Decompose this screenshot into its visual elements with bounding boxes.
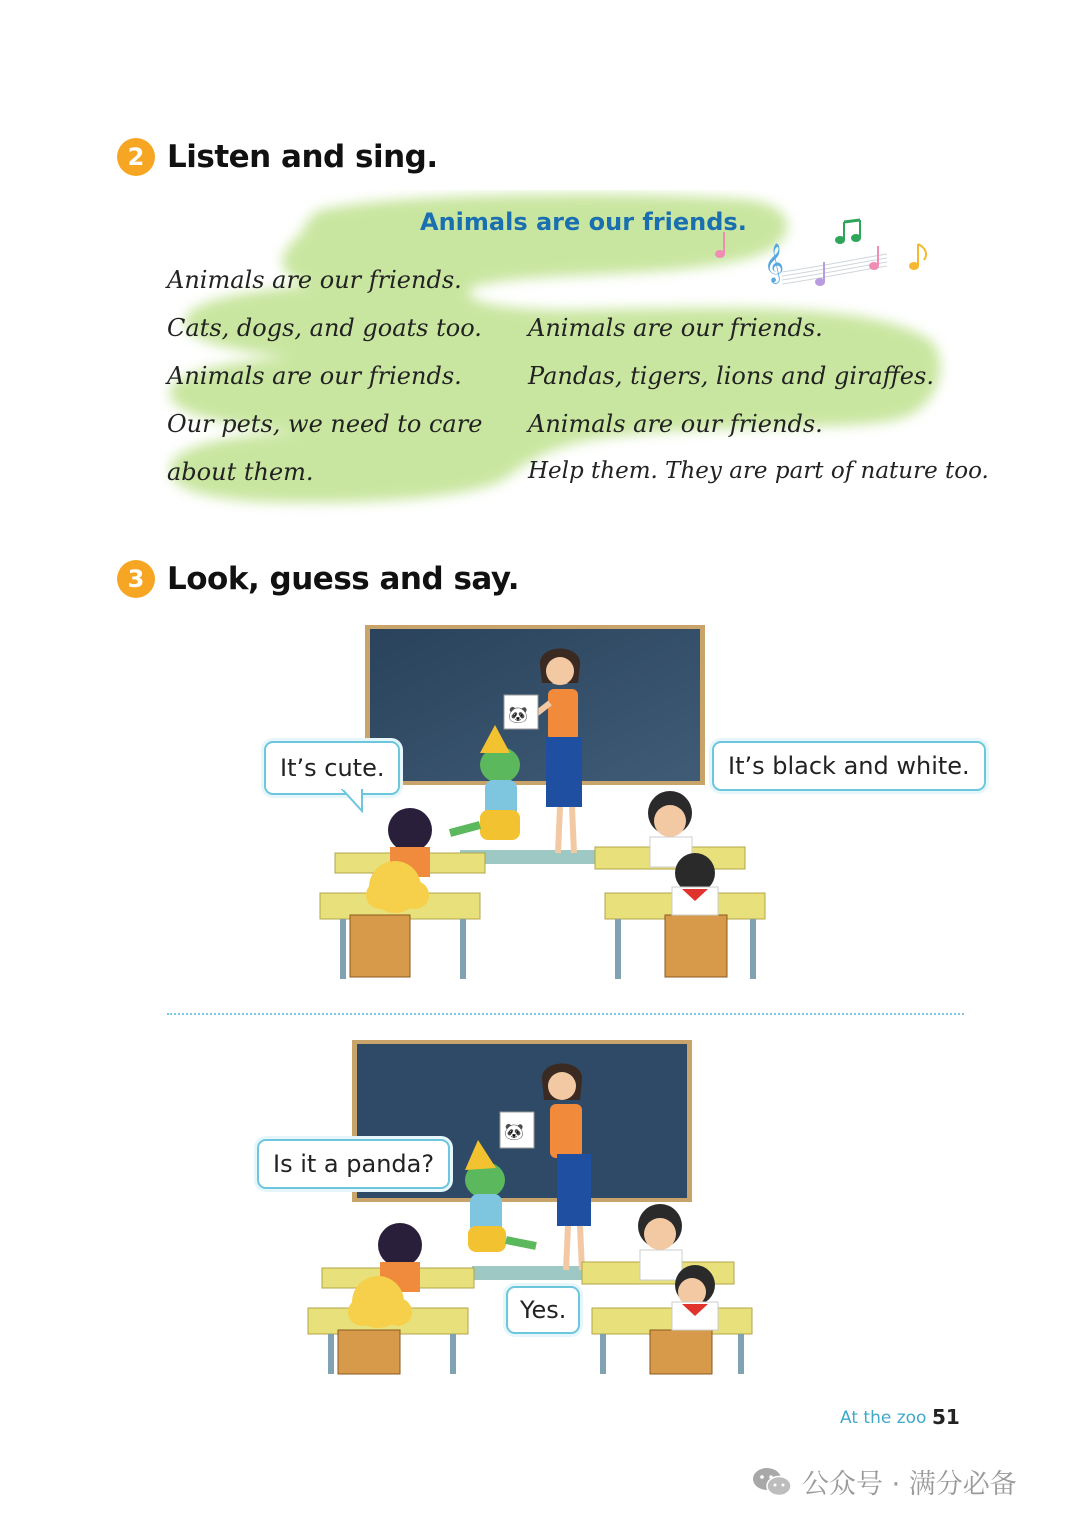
section-title: Look, guess and say. bbox=[167, 561, 520, 597]
lyric-line: Pandas, tigers, lions and giraffes. bbox=[528, 362, 934, 390]
page-number: 51 bbox=[932, 1405, 960, 1429]
svg-text:🐼: 🐼 bbox=[508, 705, 528, 724]
section-title: Listen and sing. bbox=[167, 139, 438, 175]
lyric-line: about them. bbox=[167, 458, 314, 486]
section-number-badge: 2 bbox=[117, 138, 155, 176]
lyric-line: Animals are our friends. bbox=[167, 362, 462, 390]
speech-bubble-question: Is it a panda? bbox=[257, 1139, 450, 1189]
speech-bubble-left: It’s cute. bbox=[264, 741, 400, 795]
lyric-line: Cats, dogs, and goats too. bbox=[167, 314, 482, 342]
lyric-line: Animals are our friends. bbox=[528, 410, 823, 438]
music-notes-icon bbox=[712, 214, 942, 294]
classroom-scene-1-illustration bbox=[310, 625, 770, 985]
watermark bbox=[752, 1462, 1017, 1501]
speech-bubble-tail bbox=[340, 789, 366, 813]
speech-bubble-right: It’s black and white. bbox=[712, 741, 986, 791]
lyric-line: Animals are our friends. bbox=[167, 266, 462, 294]
lyric-line: Our pets, we need to care bbox=[167, 410, 483, 438]
section-number-badge: 3 bbox=[117, 560, 155, 598]
section-2-header bbox=[117, 138, 438, 176]
watermark-text: 公众号 · 满分必备 bbox=[802, 1469, 1017, 1500]
svg-text:🐼: 🐼 bbox=[504, 1122, 524, 1141]
wechat-icon bbox=[752, 1466, 792, 1498]
song-title: Animals are our friends. bbox=[420, 208, 747, 236]
speech-bubble-answer: Yes. bbox=[506, 1286, 580, 1334]
unit-title: At the zoo bbox=[840, 1408, 927, 1428]
svg-text:𝄞: 𝄞 bbox=[764, 243, 785, 283]
scene-divider bbox=[167, 1013, 964, 1015]
lyric-line: Help them. They are part of nature too. bbox=[528, 458, 989, 484]
section-3-header bbox=[117, 560, 519, 598]
lyric-line: Animals are our friends. bbox=[528, 314, 823, 342]
